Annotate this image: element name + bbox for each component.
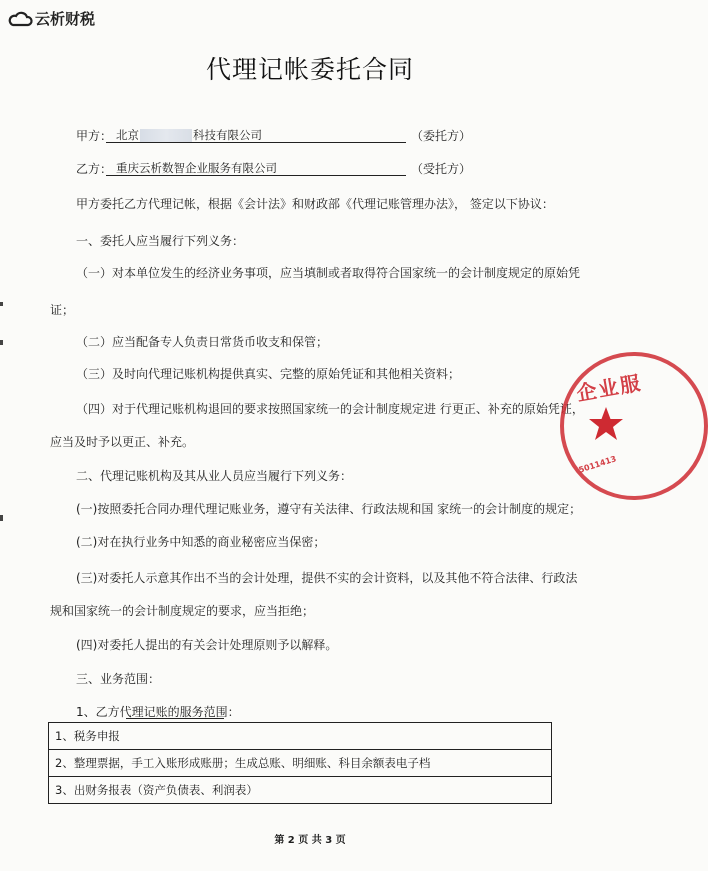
intro-paragraph: 甲方委托乙方代理记帐，根据《会计法》和财政部《代理记账管理办法》， 签定以下协议：	[76, 197, 554, 211]
section-2-item-3-line-1: (三)对委托人示意其作出不当的会计处理，提供不实的会计资料，以及其他不符合法律、行政法	[76, 571, 578, 585]
section-2-heading: 二、代理记账机构及其从业人员应当履行下列义务：	[76, 469, 353, 483]
company-logo	[10, 8, 95, 29]
scan-edge-mark	[0, 515, 3, 521]
section-2-item-3-line-2: 规和国家统一的会计制度规定的要求，应当拒绝；	[50, 604, 315, 618]
scan-edge-mark	[0, 302, 3, 306]
section-1-heading: 一、委托人应当履行下列义务：	[76, 234, 245, 248]
service-scope-table	[48, 722, 552, 804]
seal-number: 5011413	[577, 454, 618, 475]
table-row	[49, 723, 552, 750]
section-3-sub-1: 1、乙方代理记账的服务范围：	[76, 705, 240, 719]
table-cell: 1、税务申报	[49, 723, 552, 750]
party-a-label: 甲方：	[76, 129, 113, 143]
seal-text: 企业服	[574, 370, 644, 406]
party-a-name	[116, 127, 262, 143]
section-1-item-4-line-1: （四）对于代理记账机构退回的要求按照国家统一的会计制度规定进 行更正、补充的原始凭证，	[76, 402, 584, 416]
party-b-name: 重庆云析数智企业服务有限公司	[116, 161, 277, 175]
section-1-item-1-line-1: （一）对本单位发生的经济业务事项，应当填制或者取得符合国家统一的会计制度规定的原始凭	[76, 266, 581, 280]
party-a-name-prefix: 北京	[116, 128, 139, 142]
party-b-role: （受托方）	[411, 162, 472, 176]
seal-star-icon	[588, 406, 624, 442]
redacted-blur	[140, 129, 192, 142]
section-1-item-1-line-2: 证；	[50, 303, 75, 317]
table-row	[49, 777, 552, 804]
section-3-heading: 三、业务范围：	[76, 672, 161, 686]
document-title: 代理记帐委托合同	[205, 55, 414, 84]
logo-text: 云析财税	[35, 10, 96, 28]
section-1-item-3: （三）及时向代理记账机构提供真实、完整的原始凭证和其他相关资料；	[76, 367, 461, 381]
section-1-item-4-line-2: 应当及时予以更正、补充。	[50, 435, 195, 449]
page-number: 第 2 页 共 3 页	[274, 835, 346, 846]
party-b-label: 乙方：	[76, 162, 113, 176]
table-row	[49, 750, 552, 777]
cloud-logo-icon	[10, 11, 32, 27]
party-a-name-suffix: 科技有限公司	[193, 128, 262, 142]
section-2-item-2: (二)对在执行业务中知悉的商业秘密应当保密；	[76, 535, 326, 549]
scan-edge-mark	[0, 340, 3, 345]
company-seal	[560, 352, 708, 500]
section-2-item-1: (一)按照委托合同办理代理记账业务，遵守有关法律、行政法规和国 家统一的会计制度的规定；	[76, 502, 582, 516]
section-2-item-4: (四)对委托人提出的有关会计处理原则予以解释。	[76, 638, 338, 652]
table-cell: 3、出财务报表（资产负债表、利润表）	[49, 777, 552, 804]
table-cell: 2、整理票据，手工入账形成账册；生成总账、明细账、科目余额表电子档	[49, 750, 552, 777]
section-1-item-2: （二）应当配备专人负责日常货币收支和保管；	[76, 335, 329, 349]
party-a-role: （委托方）	[411, 129, 472, 143]
sub-1-underline	[126, 718, 224, 719]
